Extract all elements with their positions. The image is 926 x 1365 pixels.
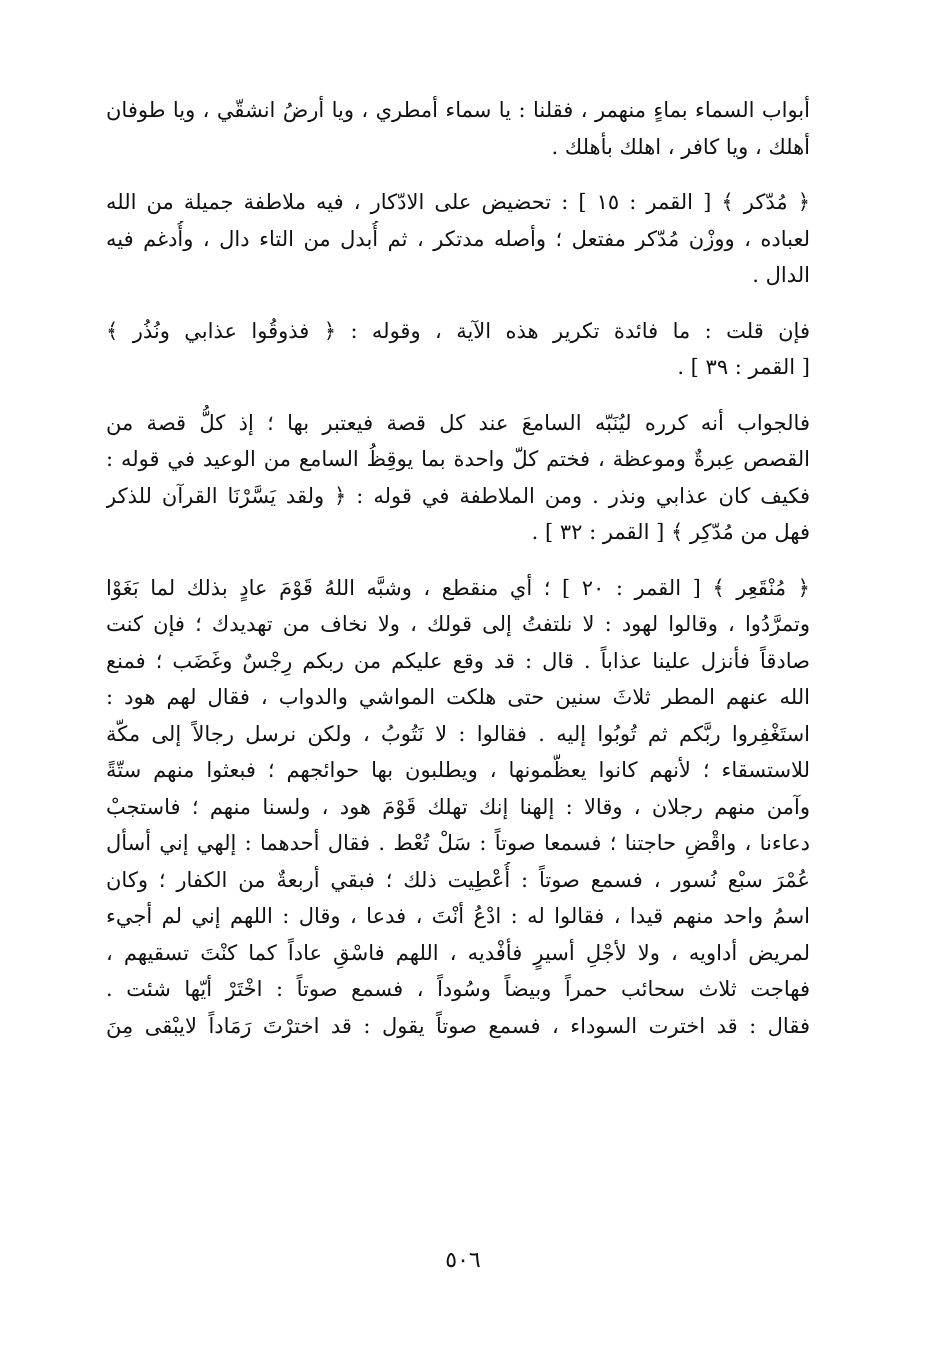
text-line: صادقاً فأنزل علينا عذاباً . قال : قد وقع عليكم من ربكم رِجْسٌ وغَضَب ؛ فمنع [106,648,810,673]
text-line: [ القمر : ٣٩ ] . [677,355,810,379]
text-line: للاستسقاء ؛ لأنهم كانوا يعظّمونها ، ويطلبون بها حوائجهم ؛ فبعثوا منهم ستّةً [106,758,810,782]
text-line: دعاءنا ، واقْضِ حاجتنا ؛ فسمعا صوتاً : سَلْ تُعْط . فقال أحدهما : إلهي إني أسأل [106,831,810,855]
paragraph-3 [106,313,810,386]
text-line: فإن قلت : ما فائدة تكرير هذه الآية ، وقوله : ﴿ فذوقُوا عذابي ونُذُر ﴾ [106,318,810,343]
text-line: الدال . [752,263,810,287]
text-line: فكيف كان عذابي ونذر . ومن الملاطفة في قوله : ﴿ ولقد يَسَّرْنَا القرآن للذكر [106,483,810,508]
text-line: اسمُ واحد منهم قيدا ، فقالوا له : ادْعُ أنْتَ ، فدعا ، وقال : اللهم إني لم أجيء [106,904,810,928]
text-line: ﴿ مُدّكر ﴾ [ القمر : ١٥ ] : تحضيض على الادّكار ، فيه ملاطفة جميلة من الله [106,190,810,214]
paragraph-1 [106,92,810,165]
text-line: وتمرَّدُوا ، وقالوا لهود : لا نلتفتُ إلى قولك ، ولا نخاف من تهديدك ؛ فإن كنت [106,612,810,636]
text-line: القصص عِبرةٌ وموعظة ، فختم كلّ واحدة بما يوقِظُ السامع من الوعيد في قوله : [106,447,810,471]
paragraph-4 [106,405,810,551]
page-number: ٥٠٦ [445,1248,481,1273]
text-line: أهلك ، ويا كافر ، اهلك بأهلك . [551,134,810,159]
text-line: ﴿ مُنْقَعِر ﴾ [ القمر : ٢٠ ] ؛ أي منقطع ، وشبَّه اللهُ قَوْمَ عادٍ بذلك لما بَغَوْا [106,575,810,600]
text-line: عُمْرَ سبْع نُسور ، فسمع صوتاً : أُعْطِيت ذلك ؛ فبقي أربعةٌ من الكفار ؛ وكان [106,867,810,892]
text-line: لمريض أداويه ، ولا لأجْلِ أسيرٍ فأفْديه ، اللهم فاسْقِ عاداً كما كنْتَ تسقيهم ، [106,940,810,965]
paragraph-5 [106,570,810,1045]
text-line: فالجواب أنه كرره ليُنَبّه السامعَ عند كل قصة فيعتبر بها ؛ إذ كلُّ قصة من [106,410,810,435]
page-body [106,92,810,1044]
text-line: أبواب السماء بماءٍ منهمر ، فقلنا : يا سماء أمطري ، ويا أرضُ انشقّي ، ويا طوفان [106,98,810,122]
text-line: استَغْفِروا ربَّكم ثم تُوبُوا إليه . فقالوا : لا نَتُوبُ ، ولكن نرسل رجالاً إلى مكّة [106,721,810,746]
text-line: فهاجت ثلاث سحائب حمراً وبيضاً وسُوداً ، فسمع صوتاً : اخْتَرْ أيّها شئت . [106,977,810,1001]
text-line: لعباده ، ووزْن مُدّكر مفتعل ؛ وأصله مدتكر ، ثم أُبدل من التاء دال ، وأُدغم فيه [106,226,810,251]
text-line: الله عنهم المطر ثلاثَ سنين حتى هلكت المواشي والدواب ، فقال لهم هود : [106,685,810,709]
text-line: فقال : قد اخترت السوداء ، فسمع صوتاً يقول : قد اخترْتَ رَمَاداً لايبْقى مِنَ [106,1013,810,1038]
paragraph-2 [106,184,810,294]
text-line: فهل من مُدّكِر ﴾ [ القمر : ٣٢ ] . [531,520,810,544]
text-line: وآمن منهم رجلان ، وقالا : إلهنا إنك تهلك قَوْمَ هود ، ولسنا منهم ؛ فاستجبْ [106,794,810,819]
